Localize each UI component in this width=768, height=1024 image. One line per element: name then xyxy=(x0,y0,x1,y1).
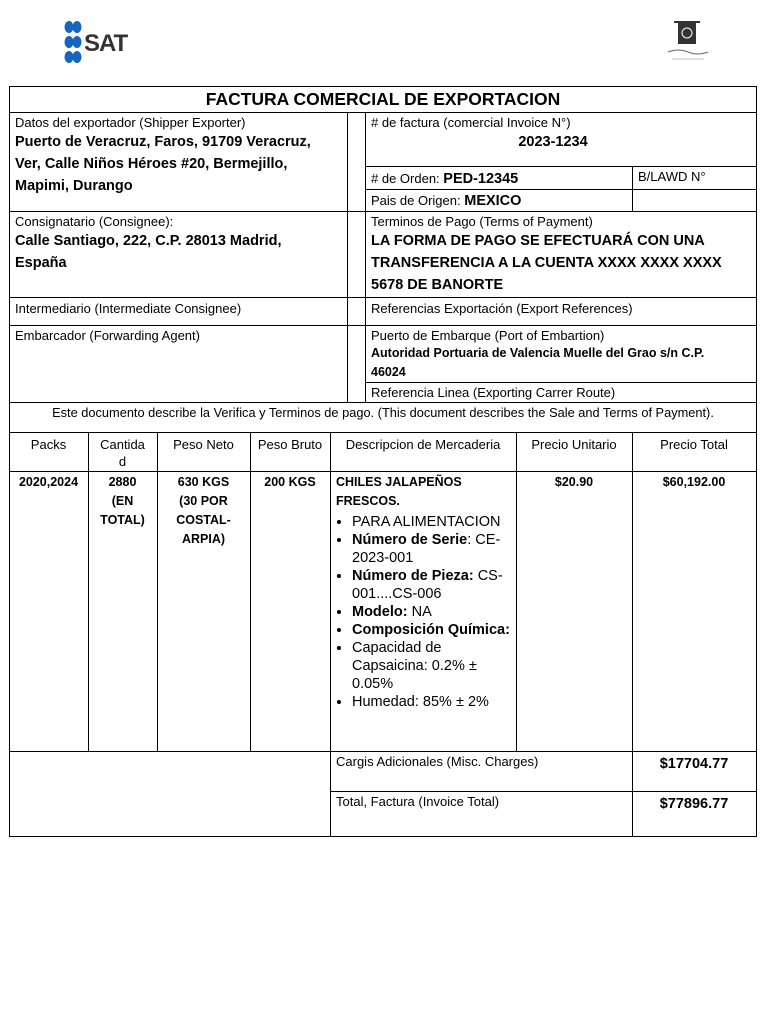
order-number: PED-12345 xyxy=(443,171,519,187)
spec-capsaicin: • Capacidad de Capsaicina: 0.2% ± 0.05% xyxy=(352,639,514,693)
invoice-total-label: Total, Factura (Invoice Total) xyxy=(336,794,500,809)
exporter-address-line2: Ver, Calle Niños Héroes #20, Bermejillo, xyxy=(15,156,288,172)
port-label: Puerto de Embarque (Port of Embartion) xyxy=(371,328,605,343)
consignee-address-line2: España xyxy=(15,255,67,271)
consignee-address-line1: Calle Santiago, 222, C.P. 28013 Madrid, xyxy=(15,233,282,249)
item-description-title-line1: CHILES JALAPEÑOS xyxy=(336,475,462,489)
invoice-label: # de factura (comercial Invoice N°) xyxy=(371,115,571,130)
spec-model-value: NA xyxy=(407,604,432,620)
item-net-weight xyxy=(157,473,250,549)
misc-charges-label: Cargis Adicionales (Misc. Charges) xyxy=(336,754,539,769)
company-logo xyxy=(660,18,716,64)
header-net-weight: Peso Neto xyxy=(173,437,234,452)
spec-model-label: Modelo: xyxy=(352,604,408,620)
consignee-label: Consignatario (Consignee): xyxy=(15,214,174,229)
origin-section xyxy=(371,190,631,212)
order-section xyxy=(371,168,631,190)
exporter-section xyxy=(15,114,345,197)
spec-humidity: • Humedad: 85% ± 2% xyxy=(352,693,514,711)
invoice-section xyxy=(371,114,755,153)
port-line1: Autoridad Portuaria de Valencia Muelle del Grao s/n C.P. xyxy=(371,346,705,360)
blawd-label: B/LAWD N° xyxy=(638,169,706,184)
order-label: # de Orden: xyxy=(371,171,440,186)
item-quantity-line1: 2880 xyxy=(108,475,137,489)
header-quantity xyxy=(88,436,157,470)
route-label: Referencia Linea (Exporting Carrer Route) xyxy=(371,385,616,400)
payment-terms-label: Terminos de Pago (Terms of Payment) xyxy=(371,214,593,229)
sat-logo xyxy=(62,20,132,66)
spec-composition xyxy=(352,621,514,639)
spec-model xyxy=(352,603,514,621)
item-net-weight-line2: (30 POR xyxy=(179,494,228,508)
item-description-title-line2: FRESCOS. xyxy=(336,494,400,508)
sat-logo-text: SAT xyxy=(84,30,128,57)
spec-part xyxy=(352,567,514,603)
header-quantity-line2: d xyxy=(118,454,127,469)
item-quantity-line3: TOTAL) xyxy=(100,513,145,527)
spec-serial-label: Número de Serie xyxy=(352,532,468,548)
invoice-total-value: $77896.77 xyxy=(659,796,729,812)
port-section xyxy=(371,327,755,382)
payment-terms-line1: LA FORMA DE PAGO SE EFECTUARÁ CON UNA xyxy=(371,233,705,249)
consignee-section xyxy=(15,213,345,274)
port-line2: 46024 xyxy=(371,365,406,379)
item-unit-price: $20.90 xyxy=(554,475,594,489)
origin-label: Pais de Origen: xyxy=(371,193,461,208)
document-title: FACTURA COMERCIAL DE EXPORTACION xyxy=(205,89,561,109)
item-net-weight-line1: 630 KGS xyxy=(177,475,230,489)
payment-terms-line3: 5678 DE BANORTE xyxy=(371,277,504,293)
item-packs: 2020,2024 xyxy=(18,475,79,489)
header-quantity-line1: Cantida xyxy=(100,437,145,452)
payment-terms-line2: TRANSFERENCIA A LA CUENTA XXXX XXXX XXXX xyxy=(371,255,722,271)
export-references-label: Referencias Exportación (Export References) xyxy=(371,301,633,316)
item-total-price: $60,192.00 xyxy=(662,475,726,489)
invoice-number: 2023-1234 xyxy=(518,134,588,150)
spec-composition-label: Composición Química: xyxy=(352,622,510,638)
exporter-address-line1: Puerto de Veracruz, Faros, 91709 Veracruz, xyxy=(15,134,311,150)
intermediary-label: Intermediario (Intermediate Consignee) xyxy=(15,301,242,316)
item-quantity xyxy=(88,473,157,530)
item-net-weight-line3: COSTAL- xyxy=(176,513,231,527)
document-description-note: Este documento describe la Verifica y Terminos de pago. (This document describes the Sale and Terms of Payment). xyxy=(52,405,714,420)
header-packs: Packs xyxy=(30,437,67,452)
misc-charges-value: $17704.77 xyxy=(659,756,729,772)
item-specs-list xyxy=(336,513,514,711)
header-description: Descripcion de Mercaderia xyxy=(345,437,501,452)
header-gross-weight: Peso Bruto xyxy=(257,437,323,452)
exporter-label: Datos del exportador (Shipper Exporter) xyxy=(15,115,246,130)
spec-use: • PARA ALIMENTACION xyxy=(352,513,514,531)
item-gross-weight: 200 KGS xyxy=(264,475,316,489)
spec-serial-value: : CE-2023-001 xyxy=(352,532,501,566)
exporter-address-line3: Mapimi, Durango xyxy=(15,178,133,194)
spec-part-value: CS-001....CS-006 xyxy=(352,568,503,602)
item-description xyxy=(336,473,514,711)
item-net-weight-line4: ARPIA) xyxy=(181,532,226,546)
payment-terms-section xyxy=(371,213,755,296)
header-total-price: Precio Total xyxy=(660,437,728,452)
spec-serial xyxy=(352,531,514,567)
origin-country: MEXICO xyxy=(464,193,522,209)
forwarder-label: Embarcador (Forwarding Agent) xyxy=(15,328,200,343)
header-unit-price: Precio Unitario xyxy=(531,437,617,452)
spec-part-label: Número de Pieza: xyxy=(352,568,474,584)
item-quantity-line2: (EN xyxy=(111,494,134,508)
